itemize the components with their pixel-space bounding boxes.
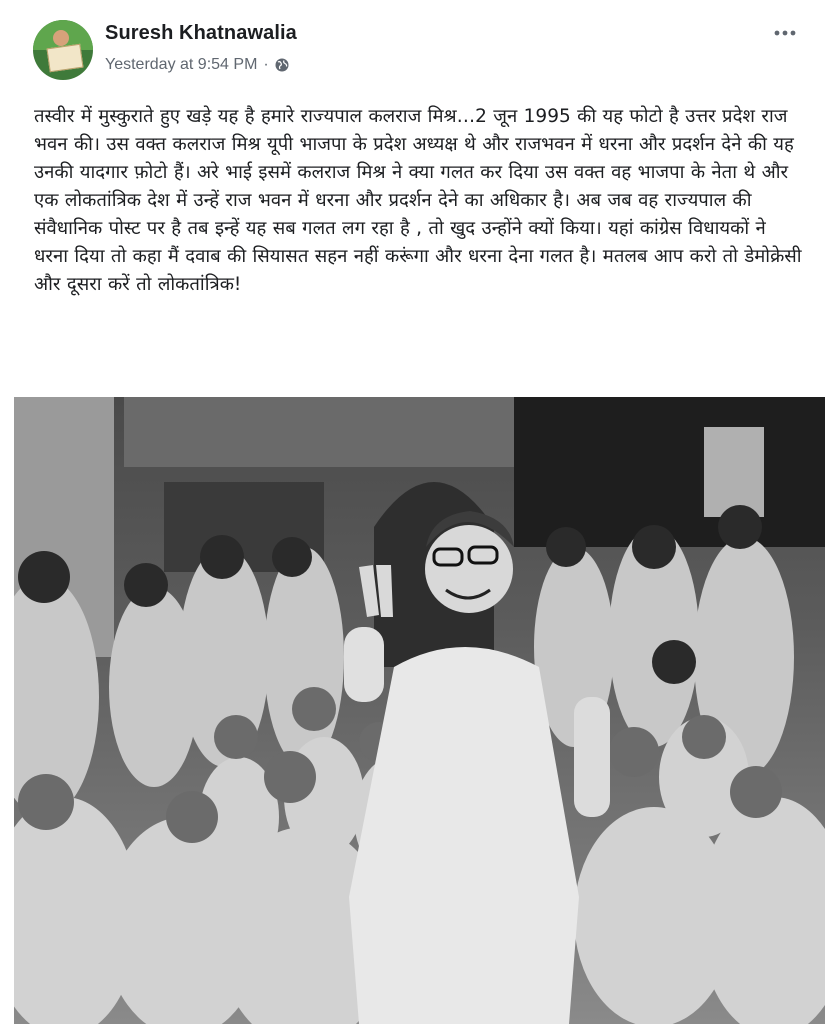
- post-meta: [105, 56, 289, 74]
- more-horizontal-icon[interactable]: [771, 24, 799, 42]
- globe-icon[interactable]: [275, 58, 289, 72]
- author-name[interactable]: Suresh Khatnawalia: [105, 22, 297, 44]
- post-text: तस्वीर में मुस्कुराते हुए खड़े यह है हमारे राज्यपाल कलराज मिश्र…2 जून 1995 की यह फोटो है उत्तर प्रदेश राज भवन की। उस वक्त कलराज मिश्र यूपी भाजपा के प्रदेश अध्यक्ष थे और राजभवन में धरना और प्रदर्शन देने की यह उनकी यादगार फ़ोटो हैं। अरे भाई इसमें कलराज मिश्र ने क्या गलत कर दिया उस वक्त वह भाजपा के नेता थे और एक लोकतांत्रिक देश में उन्हें राज भवन में धरना और प्रदर्शन देने का अधिकार है। अब जब वह राज्यपाल की संवैधानिक पोस्ट पर है तब इन्हें यह सब गलत लग रहा है , तो खुद उन्होंने क्यों किया। यहां कांग्रेस विधायकों ने धरना दिया तो कहा मैं दवाब की सियासत सहन नहीं करूंगा और धरना देना गलत है। मतलब आप करो तो डेमोक्रेसी और दूसरा करें तो लोकतांत्रिक!: [34, 106, 802, 295]
- meta-separator: ·: [263, 56, 269, 73]
- post-photo[interactable]: [14, 397, 825, 1024]
- timestamp[interactable]: Yesterday at 9:54 PM: [105, 56, 258, 73]
- avatar[interactable]: [33, 20, 93, 80]
- post-header: [0, 0, 837, 96]
